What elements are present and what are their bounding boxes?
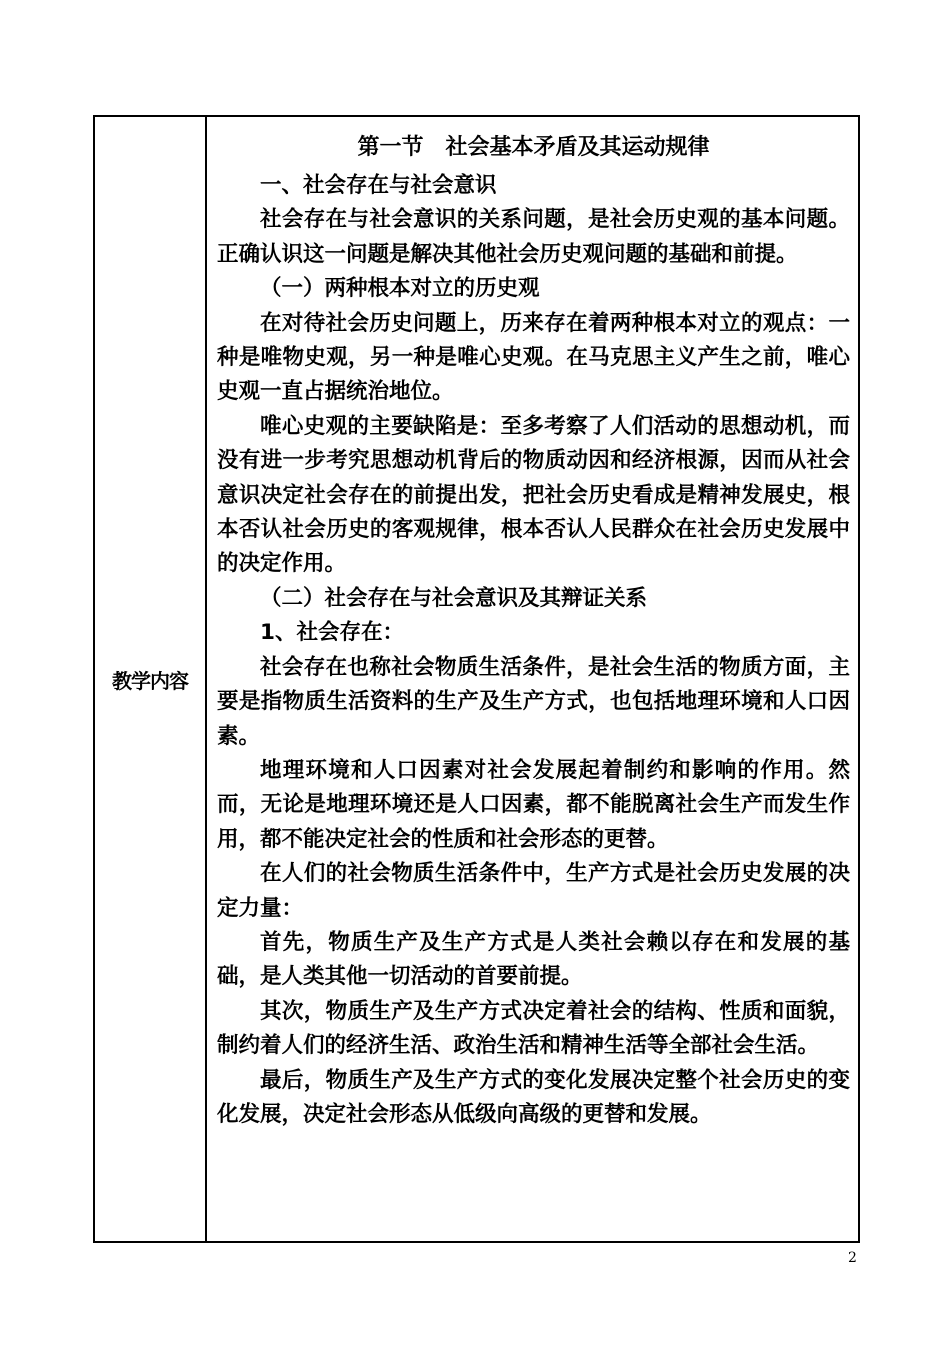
paragraph: 唯心史观的主要缺陷是：至多考察了人们活动的思想动机，而没有进一步考究思想动机背后的物质动因和经济根源，因而从社会意识决定社会存在的前提出发，把社会历史看成是精神发展史，根本否认社会历史的客观规律，根本否认人民群众在社会历史发展中的决定作用。 <box>217 413 850 577</box>
heading-dialectical-relation: （二）社会存在与社会意识及其辩证关系 <box>260 585 648 611</box>
heading-social-existence-consciousness: 一、社会存在与社会意识 <box>260 173 497 198</box>
paragraph: 地理环境和人口因素对社会发展起着制约和影响的作用。然而，无论是地理环境还是人口因素，都不能脱离社会生产而发生作用，都不能决定社会的性质和社会形态的更替。 <box>217 757 850 852</box>
content-table <box>93 115 860 1243</box>
page-number: 2 <box>848 1250 857 1266</box>
content-cell <box>207 117 858 1241</box>
paragraph: 其次，物质生产及生产方式决定着社会的结构、性质和面貌，制约着人们的经济生活、政治生活和精神生活等全部社会生活。 <box>217 998 850 1059</box>
paragraph: 首先，物质生产及生产方式是人类社会赖以存在和发展的基础，是人类其他一切活动的首要前提。 <box>217 929 850 990</box>
row-label: 教学内容 <box>112 668 188 693</box>
paragraph: 在人们的社会物质生活条件中，生产方式是社会历史发展的决定力量： <box>217 861 850 921</box>
label-cell <box>95 117 207 1241</box>
heading-two-views-of-history: （一）两种根本对立的历史观 <box>260 276 540 302</box>
paragraph: 社会存在与社会意识的关系问题，是社会历史观的基本问题。正确认识这一问题是解决其他社会历史观问题的基础和前提。 <box>217 207 850 267</box>
section-title: 第一节 社会基本矛盾及其运动规律 <box>357 135 710 160</box>
heading-social-existence: 1、社会存在： <box>260 620 404 646</box>
paragraph: 最后，物质生产及生产方式的变化发展决定整个社会历史的变化发展，决定社会形态从低级向高级的更替和发展。 <box>217 1067 850 1127</box>
paragraph: 社会存在也称社会物质生活条件，是社会生活的物质方面，主要是指物质生活资料的生产及生产方式，也包括地理环境和人口因素。 <box>217 654 850 749</box>
paragraph: 在对待社会历史问题上，历来存在着两种根本对立的观点：一种是唯物史观，另一种是唯心史观。在马克思主义产生之前，唯心史观一直占据统治地位。 <box>217 310 850 405</box>
